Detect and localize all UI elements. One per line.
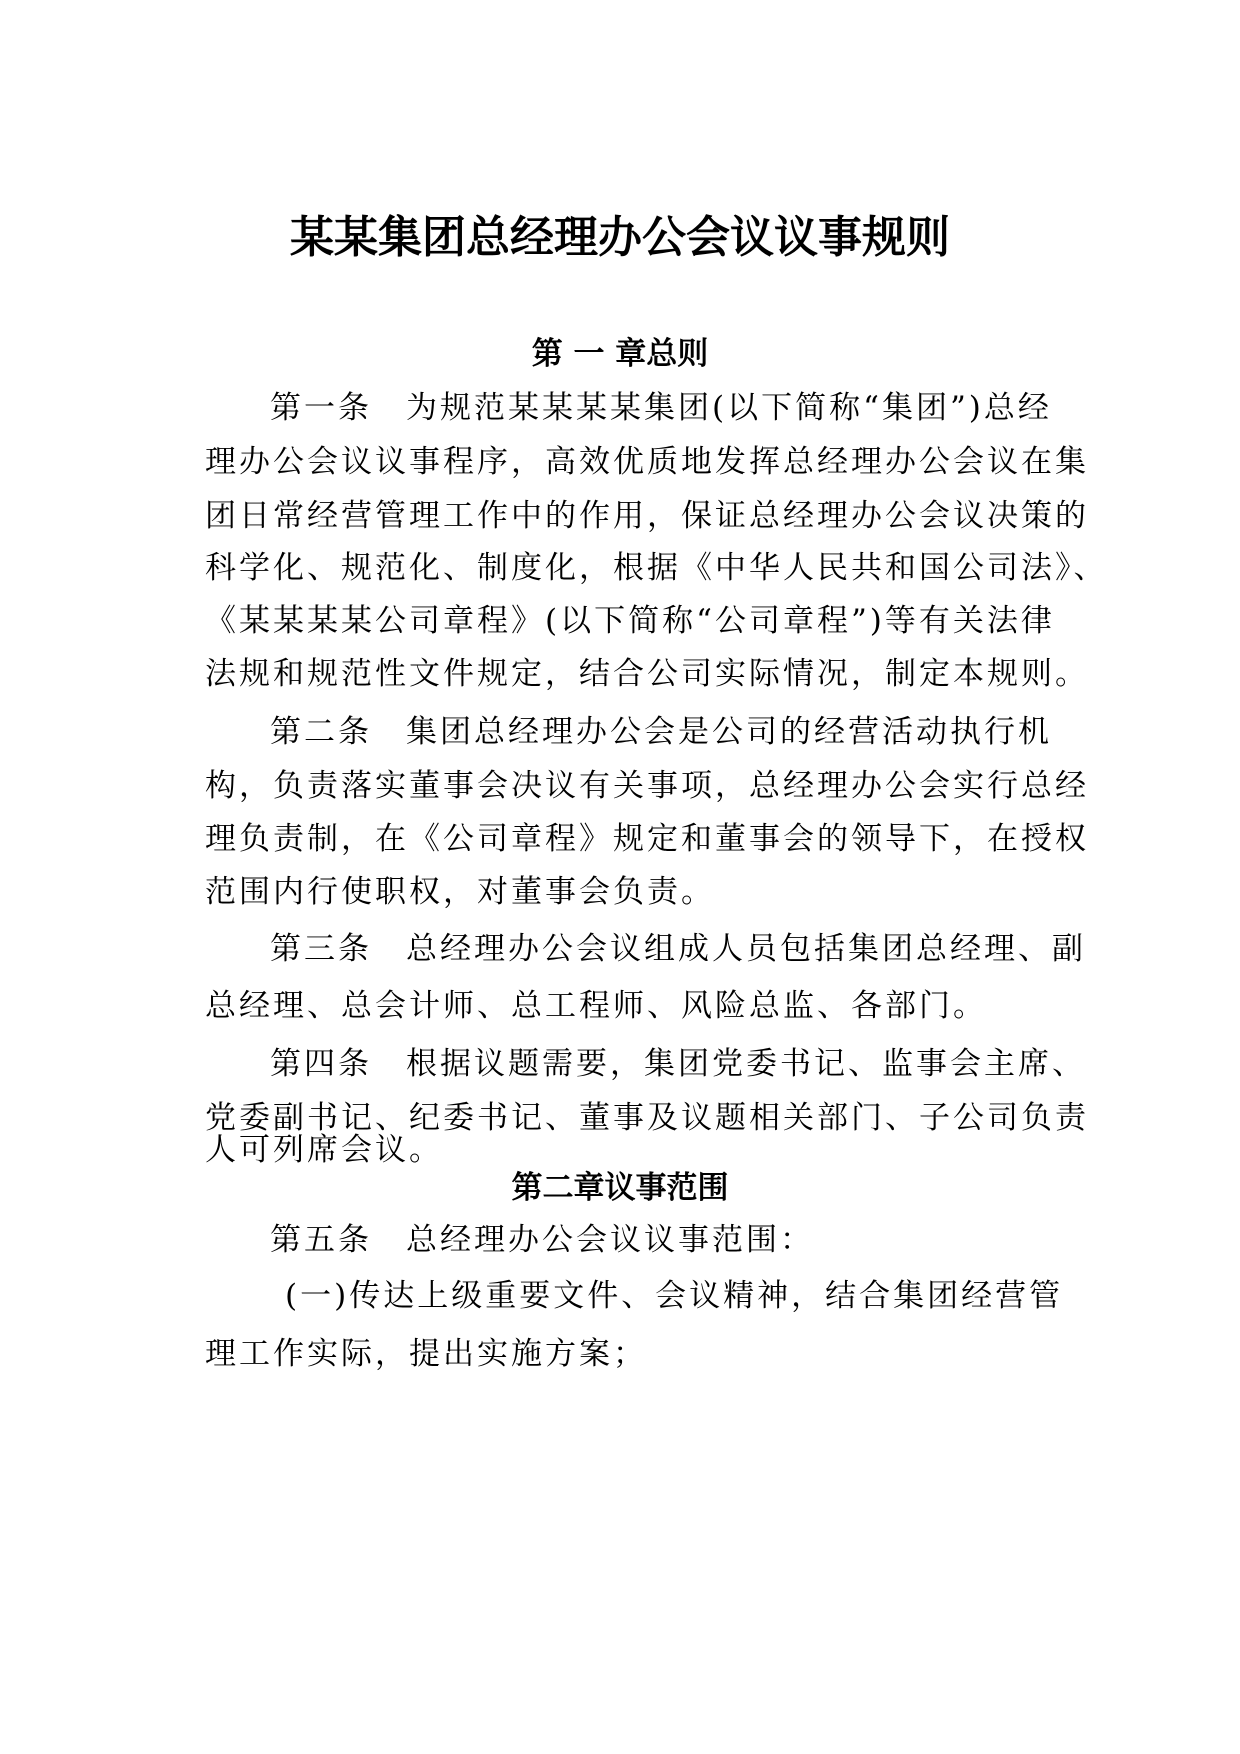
document-title: 某某集团总经理办公会议议事规则	[290, 212, 950, 263]
paragraph-line: 理办公会议议事程序，高效优质地发挥总经理办公会议在集	[205, 444, 1089, 480]
paragraph-line: 《某某某某公司章程》(以下简称“公司章程”)等有关法律	[205, 603, 1055, 639]
chapter-heading: 第二章议事范围	[511, 1170, 729, 1206]
paragraph-line: 法规和规范性文件规定，结合公司实际情况，制定本规则。	[205, 656, 1089, 692]
paragraph-line: 理负责制，在《公司章程》规定和董事会的领导下，在授权	[205, 821, 1089, 857]
paragraph-line: 构，负责落实董事会决议有关事项，总经理办公会实行总经	[205, 768, 1089, 804]
chapter-heading: 第 一 章总则	[531, 336, 709, 372]
paragraph-line: 范围内行使职权，对董事会负责。	[205, 874, 715, 910]
paragraph-line: 党委副书记、纪委书记、董事及议题相关部门、子公司负责	[205, 1100, 1089, 1136]
paragraph-line: 团日常经营管理工作中的作用，保证总经理办公会议决策的	[205, 498, 1089, 534]
paragraph-line: 理工作实际，提出实施方案；	[205, 1336, 647, 1372]
paragraph-line: 第二条 集团总经理办公会是公司的经营活动执行机	[270, 714, 1052, 750]
paragraph-line: 科学化、规范化、制度化，根据《中华人民共和国公司法》、	[205, 550, 1108, 586]
paragraph-line: 总经理、总会计师、总工程师、风险总监、各部门。	[205, 988, 987, 1024]
paragraph-line: 第一条 为规范某某某某集团(以下简称“集团”)总经	[270, 390, 1052, 426]
paragraph-line: 第四条 根据议题需要，集团党委书记、监事会主席、	[270, 1046, 1086, 1082]
paragraph-line: 第三条 总经理办公会议组成人员包括集团总经理、副	[270, 931, 1086, 967]
paragraph-line: 第五条 总经理办公会议议事范围：	[270, 1222, 814, 1258]
paragraph-line: (一)传达上级重要文件、会议精神，结合集团经营管	[285, 1278, 1064, 1314]
paragraph-line: 人可列席会议。	[205, 1132, 443, 1168]
